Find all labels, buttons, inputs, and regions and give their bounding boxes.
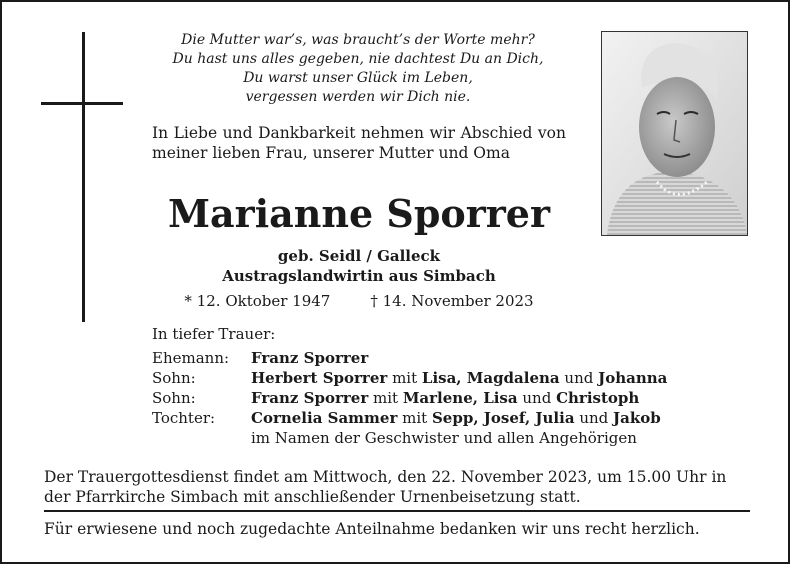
relation-label: Sohn: bbox=[152, 369, 196, 387]
intro-text: In Liebe und Dankbarkeit nehmen wir Abschied von meiner lieben Frau, unserer Mutter und Oma bbox=[152, 124, 566, 162]
relation-label bbox=[152, 428, 251, 448]
mourner-names: Franz Sporrer bbox=[251, 349, 369, 367]
deceased-name: Marianne Sporrer bbox=[167, 191, 551, 236]
mourner-names: Franz Sporrer mit Marlene, Lisa und Christoph bbox=[251, 389, 640, 407]
occupation: Austragslandwirtin aus Simbach bbox=[222, 267, 496, 285]
death-date: † 14. November 2023 bbox=[370, 292, 534, 310]
relation-label: Ehemann: bbox=[152, 349, 230, 367]
mourner-row bbox=[152, 408, 712, 428]
thanks-text: Für erwiesene und noch zugedachte Anteilnahme bedanken wir uns recht herzlich. bbox=[44, 520, 700, 538]
mourners-heading: In tiefer Trauer: bbox=[152, 325, 276, 343]
life-dates bbox=[152, 291, 566, 311]
relation-label: Sohn: bbox=[152, 389, 196, 407]
poem-line: vergessen werden wir Dich nie. bbox=[245, 89, 471, 105]
poem-line: Du warst unser Glück im Leben, bbox=[243, 70, 473, 86]
service-info: Der Trauergottesdienst findet am Mittwoch, den 22. November 2023, um 15.00 Uhr in der Pfarrkirche Simbach mit anschließender Urnenbeisetzung statt. bbox=[44, 468, 727, 506]
portrait-image bbox=[602, 32, 747, 235]
mourner-names: Herbert Sporrer mit Lisa, Magdalena und Johanna bbox=[251, 369, 668, 387]
poem-line: Die Mutter war’s, was braucht’s der Worte mehr? bbox=[181, 32, 535, 48]
cross-icon-bar bbox=[41, 102, 123, 105]
mourner-row bbox=[152, 428, 712, 448]
portrait-photo bbox=[601, 31, 748, 236]
mourner-row bbox=[152, 348, 712, 368]
poem-line: Du hast uns alles gegeben, nie dachtest Du an Dich, bbox=[172, 51, 544, 67]
mourner-row bbox=[152, 368, 712, 388]
mourner-names: Cornelia Sammer mit Sepp, Josef, Julia und Jakob bbox=[251, 409, 661, 427]
maiden-name: geb. Seidl / Galleck bbox=[277, 247, 441, 265]
mourner-names: im Namen der Geschwister und allen Angehörigen bbox=[251, 429, 637, 447]
poem bbox=[138, 31, 578, 107]
divider bbox=[44, 510, 750, 512]
mourner-row bbox=[152, 388, 712, 408]
relation-label: Tochter: bbox=[152, 409, 216, 427]
mourners-list bbox=[152, 348, 712, 448]
birth-date: * 12. Oktober 1947 bbox=[184, 292, 331, 310]
cross-icon bbox=[82, 32, 85, 322]
